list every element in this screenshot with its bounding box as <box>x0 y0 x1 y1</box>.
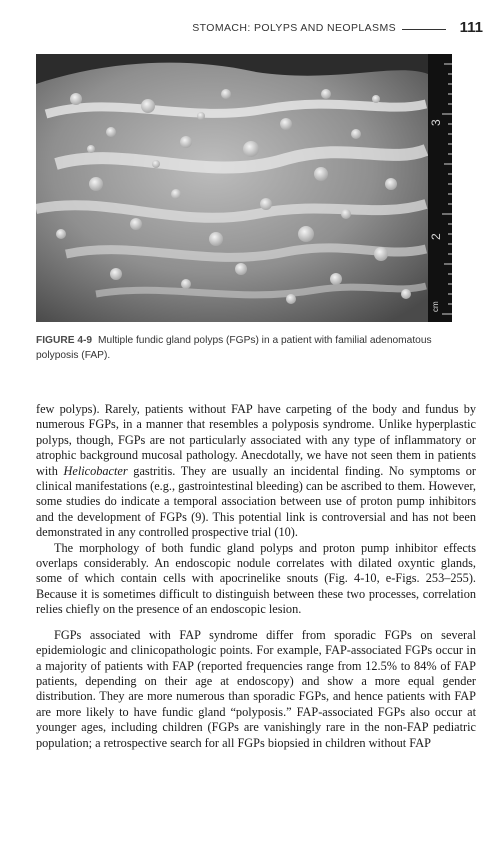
caption-text: Multiple fundic gland polyps (FGPs) in a patient with familial adenomatous polyposis (FAP). <box>36 335 432 361</box>
body-text <box>36 402 476 751</box>
paragraph-1 <box>36 402 476 541</box>
paragraph-3: FGPs associated with FAP syndrome differ from sporadic FGPs on several epidemiologic and clinicopathologic points. For example, FAP-associated FGPs occur in a majority of patients with FAP (reported frequencies range from 12.5% to 84% of FAP patients, depending on their age at endoscopy) and show a more equal gender distribution. They are more numerous than sporadic FGPs, and hence patients with FAP are more likely to have fundic gland “polyposis.” FAP-associated FGPs also occur at younger ages, including children (FGPs are vanishingly rare in the non-FAP pediatric population; a retrospective search for all FGPs biopsied in children without FAP <box>36 627 476 750</box>
ruler-mark-3: 3 <box>429 119 443 126</box>
figure-photo-polyps <box>36 54 452 322</box>
running-head <box>0 20 500 40</box>
paragraph-1-part-a: few polyps). Rarely, patients without FAP have carpeting of the body and fundus by numerous FGPs, in a manner that resembles a polyposis syndrome. Unlike hyperplastic polyps, though, FGPs are not particularly associated with any type of inflammatory or atrophic background mucosal pathology. Anecdotally, we have not seen them in patients with <box>36 402 476 478</box>
paragraph-1-italic: Helicobacter <box>63 463 128 478</box>
figure-caption <box>36 333 476 363</box>
page-number: 111 <box>459 19 483 36</box>
paragraph-1-part-b: gastritis. They are usually an incidental finding. No symptoms or clinical manifestations (e.g., gastrointestinal bleeding) can be ascribed to them. However, some studies do indicate a temporal association between use of proton pump inhibitors and the development of FGPs (9). This potential link is controversial and has not been demonstrated in any controlled prospective trial (10). <box>36 463 476 540</box>
paragraph-2: The morphology of both fundic gland polyps and proton pump inhibitor effects overlaps considerably. An endoscopic nodule correlates with dilated oxyntic glands, some of which contain cells with apocrinelike snouts (Fig. 4-10, e-Figs. 253–255). Because it is sometimes difficult to distinguish between these two processes, correlation relies chiefly on the presence of an endoscopic lesion. <box>36 540 476 617</box>
figure-label: FIGURE 4-9 <box>36 335 93 346</box>
ruler-unit: cm <box>431 301 440 312</box>
running-head-title: STOMACH: POLYPS AND NEOPLASMS <box>192 22 396 34</box>
measurement-ruler <box>428 54 452 322</box>
running-head-rule <box>402 29 446 30</box>
ruler-mark-2: 2 <box>429 233 443 240</box>
gross-specimen-photo <box>36 54 452 322</box>
